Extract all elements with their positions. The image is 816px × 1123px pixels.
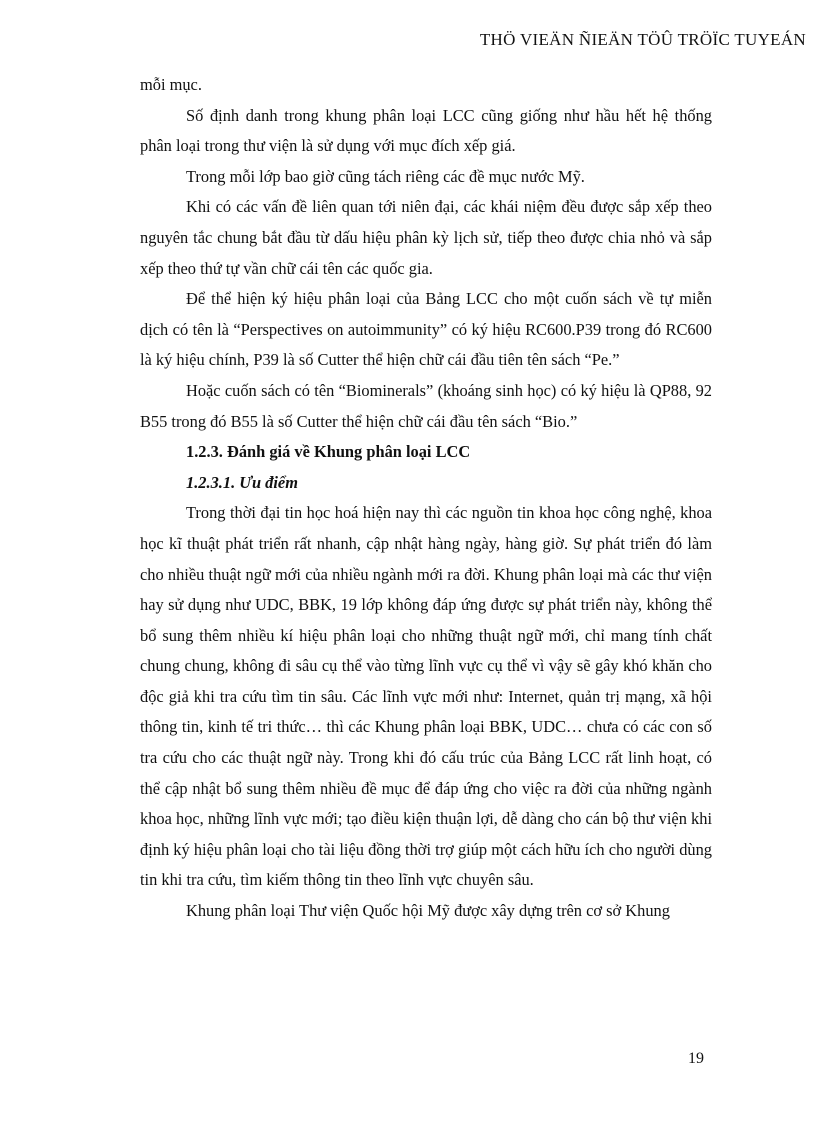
paragraph: Khi có các vấn đề liên quan tới niên đại, các khái niệm đều được sắp xếp theo nguyên tắc chung bắt đầu từ dấu hiệu phân kỳ lịch sử, tiếp theo được chia nhỏ và sắp xếp theo thứ tự vần chữ cái tên các quốc gia. [140,197,712,278]
paragraph: Khung phân loại Thư viện Quốc hội Mỹ được xây dựng trên cơ sở Khung [186,901,670,921]
paragraph: Số định danh trong khung phân loại LCC cũng giống như hầu hết hệ thống phân loại trong thư viện là sử dụng với mục đích xếp giá. [140,105,712,156]
paragraph: mỗi mục. [140,75,202,94]
document-body [140,70,712,927]
section-heading: 1.2.3. Đánh giá về Khung phân loại LCC [186,442,471,462]
subsection-heading: 1.2.3.1. Ưu điểm [186,472,298,492]
paragraph: Trong thời đại tin học hoá hiện nay thì các nguồn tin khoa học công nghệ, khoa học kĩ thuật phát triển rất nhanh, cập nhật hàng ngày, hàng giờ. Sự phát triển đó làm cho nhiều thuật ngữ mới của nhiều ngành mới ra đời. Khung phân loại mà các thư viện hay sử dụng như UDC, BBK, 19 lớp không đáp ứng được sự phát triển này, không thể bổ sung thêm nhiều kí hiệu phân loại cho những thuật ngữ mới, chỉ mang tính chất chung chung, không đi sâu cụ thể vào từng lĩnh vực cụ thể vì vậy sẽ gây khó khăn cho độc giả khi tra cứu tìm tin sâu. Các lĩnh vực mới như: Internet, quản trị mạng, xã hội thông tin, kinh tế tri thức… thì các Khung phân loại BBK, UDC… chưa có các con số tra cứu cho các thuật ngữ này. Trong khi đó cấu trúc của Bảng LCC rất linh hoạt, có thể cập nhật bổ sung thêm nhiều đề mục để đáp ứng cho việc ra đời của những ngành khoa học, những lĩnh vực mới; tạo điều kiện thuận lợi, dễ dàng cho cán bộ thư viện khi định ký hiệu phân loại cho tài liệu đồng thời trợ giúp một cách hữu ích cho người dùng tin khi tra cứu, tìm kiếm thông tin theo lĩnh vực chuyên sâu. [140,503,712,890]
paragraph: Để thể hiện ký hiệu phân loại của Bảng LCC cho một cuốn sách về tự miễn dịch có tên là “Perspectives on autoimmunity” có ký hiệu RC600.P39 trong đó RC600 là ký hiệu chính, P39 là số Cutter thể hiện chữ cái đầu tiên tên sách “Pe.” [140,289,712,370]
paragraph: Hoặc cuốn sách có tên “Biominerals” (khoáng sinh học) có ký hiệu là QP88, 92 B55 trong đó B55 là số Cutter thể hiện chữ cái đầu tên sách “Bio.” [140,380,712,431]
paragraph: Trong mỗi lớp bao giờ cũng tách riêng các đề mục nước Mỹ. [186,166,585,186]
page-header: THÖ VIEÄN ÑIEÄN TÖÛ TRÖÏC TUYEÁN [479,30,806,49]
page-number: 19 [688,1050,704,1067]
